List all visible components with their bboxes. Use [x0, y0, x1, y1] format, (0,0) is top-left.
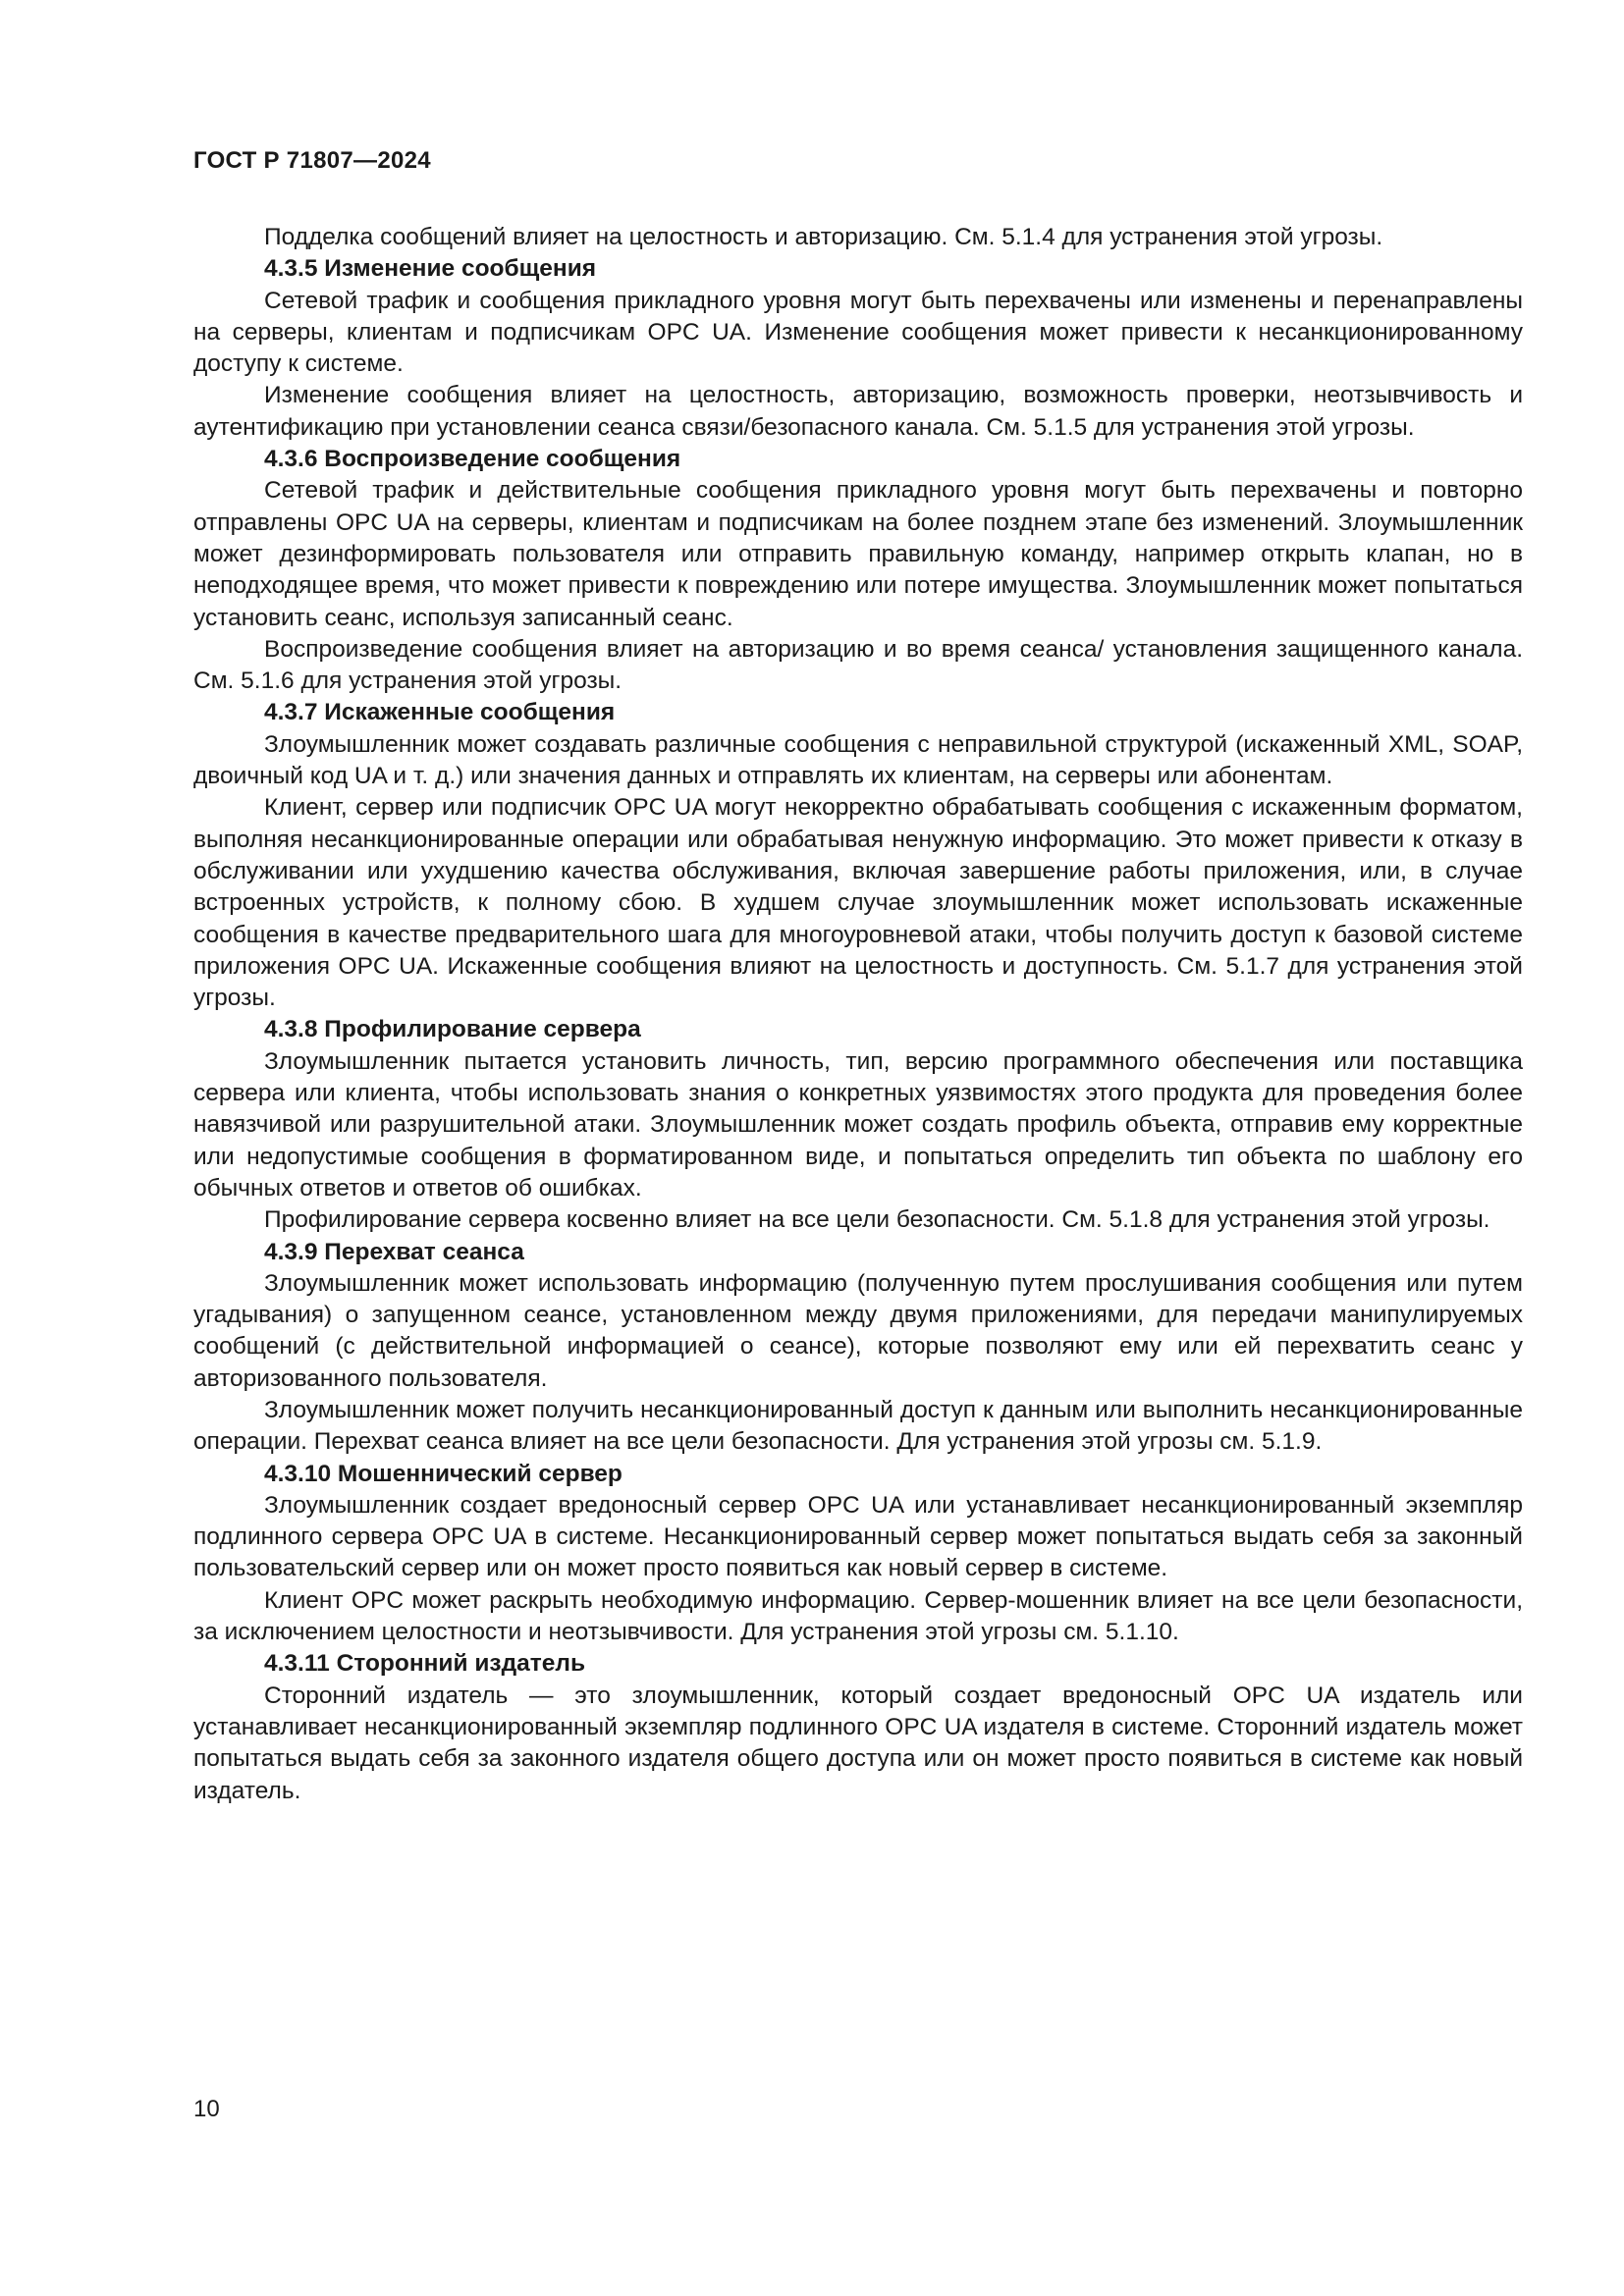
section-heading-4-3-7: 4.3.7 Искаженные сообщения [264, 699, 616, 726]
paragraph: Подделка сообщений влияет на целостность и авторизацию. См. 5.1.4 для устранения этой угрозы. [264, 224, 1383, 250]
section-heading-4-3-5: 4.3.5 Изменение сообщения [264, 255, 597, 283]
paragraph: Злоумышленник создает вредоносный сервер OPC UA или устанавливает несанкционированный экземпляр подлинного сервера OPC UA в системе. Несанкционированный сервер может попытаться выдать себя за законный пользовательский сервер или он может просто появиться как новый сервер в системе. [193, 1491, 1523, 1582]
section-heading-4-3-8: 4.3.8 Профилирование сервера [264, 1016, 641, 1043]
section-heading-4-3-6: 4.3.6 Воспроизведение сообщения [264, 446, 681, 473]
paragraph: Воспроизведение сообщения влияет на авторизацию и во время сеанса/ установления защищенного канала. См. 5.1.6 для устранения этой угрозы. [193, 635, 1523, 695]
section-heading-4-3-10: 4.3.10 Мошеннический сервер [264, 1460, 623, 1487]
paragraph: Сетевой трафик и действительные сообщения прикладного уровня могут быть перехвачены и повторно отправлены OPC UA на серверы, клиентам и подписчикам на более позднем этапе без изменений. Злоумышленник может дезинформировать пользователя или отправить правильную команду, например открыть клапан, но в неподходящее время, что может привести к повреждению или потере имущества. Злоумышленник может попытаться установить сеанс, используя записанный сеанс. [193, 477, 1523, 631]
paragraph: Злоумышленник пытается установить личность, тип, версию программного обеспечения или поставщика сервера или клиента, чтобы использовать знания о конкретных уязвимостях этого продукта для проведения более навязчивой или разрушительной атаки. Злоумышленник может создать профиль объекта, отправив ему корректные или недопустимые сообщения в форматированном виде, и попытаться определить тип объекта по шаблону его обычных ответов и ответов об ошибках. [193, 1047, 1523, 1201]
paragraph: Клиент OPC может раскрыть необходимую информацию. Сервер-мошенник влияет на все цели безопасности, за исключением целостности и неотзывчивости. Для устранения этой угрозы см. 5.1.10. [193, 1586, 1523, 1646]
paragraph: Злоумышленник может использовать информацию (полученную путем прослушивания сообщения или путем угадывания) о запущенном сеансе, установленном между двумя приложениями, для передачи манипулируемых сообщений (с действительной информацией о сеансе), которые позволяют ему или ей перехватить сеанс у авторизованного пользователя. [193, 1269, 1523, 1392]
paragraph: Клиент, сервер или подписчик OPC UA могут некорректно обрабатывать сообщения с искаженным форматом, выполняя несанкционированные операции или обрабатывая ненужную информацию. Это может привести к отказу в обслуживании или ухудшению качества обслуживания, включая завершение работы приложения, или, в случае встроенных устройств, к полному сбою. В худшем случае злоумышленник может использовать искаженные сообщения в качестве предварительного шага для многоуровневой атаки, чтобы получить доступ к базовой системе приложения OPC UA. Искаженные сообщения влияют на целостность и доступность. См. 5.1.7 для устранения этой угрозы. [193, 794, 1523, 1012]
paragraph: Сторонний издатель — это злоумышленник, который создает вредоносный OPC UA издатель или устанавливает несанкционированный экземпляр подлинного OPC UA издателя в системе. Сторонний издатель может попытаться выдать себя за законного издателя общего доступа или он может просто появиться в системе как новый издатель. [193, 1682, 1523, 1804]
paragraph: Злоумышленник может создавать различные сообщения с неправильной структурой (искаженный XML, SOAP, двоичный код UA и т. д.) или значения данных и отправлять их клиентам, на серверы или абонентам. [193, 730, 1523, 790]
paragraph: Изменение сообщения влияет на целостность, авторизацию, возможность проверки, неотзывчивость и аутентификацию при установлении сеанса связи/безопасного канала. См. 5.1.5 для устранения этой угрозы. [193, 382, 1523, 441]
section-heading-4-3-11: 4.3.11 Сторонний издатель [264, 1650, 586, 1678]
paragraph: Профилирование сервера косвенно влияет на все цели безопасности. См. 5.1.8 для устранения этой угрозы. [264, 1206, 1490, 1234]
paragraph: Злоумышленник может получить несанкционированный доступ к данным или выполнить несанкционированные операции. Перехват сеанса влияет на все цели безопасности. Для устранения этой угрозы см. 5.1.9. [193, 1396, 1523, 1456]
page-number: 10 [193, 2096, 220, 2122]
paragraph: Сетевой трафик и сообщения прикладного уровня могут быть перехвачены или изменены и перенаправлены на серверы, клиентам и подписчикам OPC UA. Изменение сообщения может привести к несанкционированному доступу к системе. [193, 287, 1523, 378]
section-heading-4-3-9: 4.3.9 Перехват сеанса [264, 1238, 524, 1265]
document-body [193, 222, 1523, 1807]
document-header: ГОСТ Р 71807—2024 [193, 147, 431, 174]
